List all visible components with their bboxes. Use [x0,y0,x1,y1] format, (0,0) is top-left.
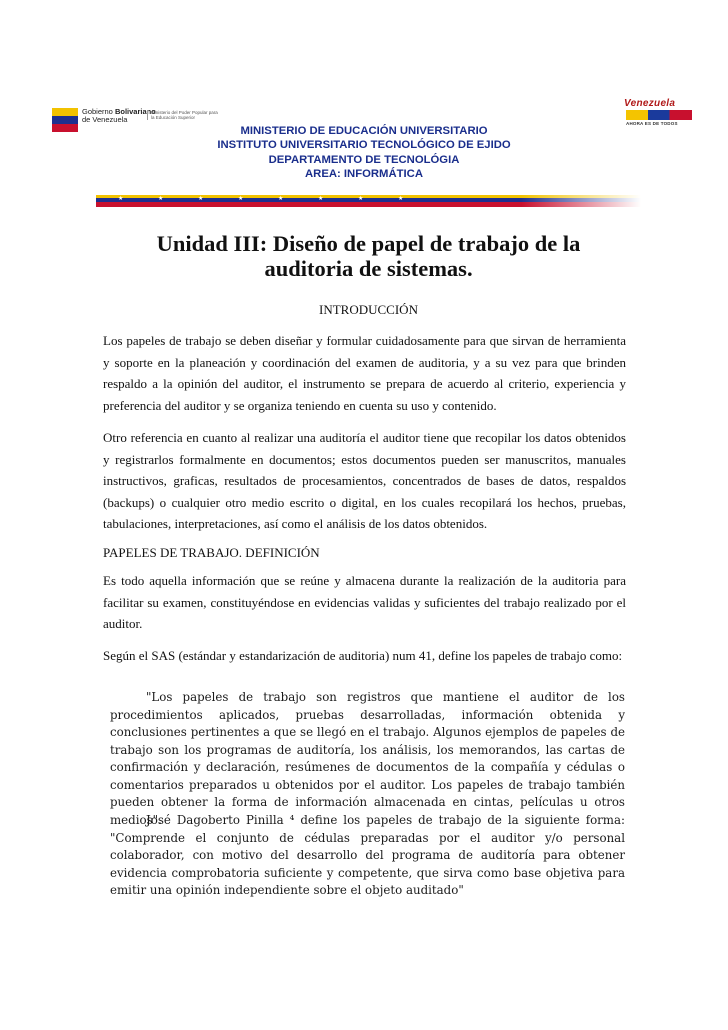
venezuela-logo-tagline: AHORA ES DE TODOS [626,121,678,126]
section-heading-definition: PAPELES DE TRABAJO. DEFINICIÓN [103,545,320,560]
tricolor-divider: ★ ★ ★ ★ ★ ★ ★ ★ [96,195,641,209]
title-line-1: Unidad III: Diseño de papel de trabajo de la [156,231,581,256]
paragraph-sas: Según el SAS (estándar y estandarización de auditoria) num 41, define los papeles de trabajo como: [103,648,623,663]
document-title [96,231,641,281]
government-logo-text: Gobierno Bolivariano de Venezuela [82,107,156,124]
institution-header [0,124,728,181]
header-line-ministry: MINISTERIO DE EDUCACIÓN UNIVERSITARIO [240,125,488,137]
header-line-department: DEPARTAMENTO DE TECNOLÓGIA [268,153,460,166]
title-line-2: auditoria de sistemas. [264,256,473,281]
venezuela-logo-title: Venezuela [624,98,676,109]
header-line-area: AREA: INFORMÁTICA [305,167,423,180]
quote-sas: "Los papeles de trabajo son registros que mantiene el auditor de los procedimientos aplicados, pruebas desarrolladas, información obtenida y conclusiones pertinentes a que se llegó en el trabajo. Algunos ejemplos de papeles de trabajo son los programas de auditoría, los análisis, los memorandos, las cartas de confirmación y declaración, resúmenes de documentos de la compañía y cédulas o comentarios preparados u obtenidos por el auditor. Los papeles de trabajo también pueden obtener la forma de información almacenada en cintas, películas u otros medios". [110,690,625,827]
introduction-heading: INTRODUCCIÓN [319,302,418,317]
quote-pinilla: José Dagoberto Pinilla ⁴ define los papeles de trabajo de la siguiente forma: "Comprende el conjunto de cédulas preparadas por el auditor y/o personal colaborador, con motivo del desarrollo del programa de auditoría para obtener evidencia comprobatoria suficiente y competente, que sirva como base objetiva para emitir una opinión independiente sobre el objeto auditado" [110,813,625,897]
paragraph-reference: Otro referencia en cuanto al realizar una auditoría el auditor tiene que recopilar los datos obtenidos y registrarlos formalmente en documentos; estos documentos pueden ser manuscritos, manuales instructivos, graficas, resultados de procesamientos, concentrados de bases de datos, respaldos (backups) o cualquier otro medio escrito o digital, en los cuales recopilará los hechos, pruebas, tabulaciones, interpretaciones, así como el análisis de los datos obtenidos. [103,430,626,532]
paragraph-definition: Es todo aquella información que se reúne y almacena durante la realización de la auditoria para facilitar su examen, constituyéndose en evidencias validas y suficientes del trabajo realizado por el auditor. [103,573,626,632]
header-line-institute: INSTITUTO UNIVERSITARIO TECNOLÓGICO DE EJIDO [217,139,511,152]
flag-bar-icon [626,110,692,120]
paragraph-intro: Los papeles de trabajo se deben diseñar y formular cuidadosamente para que sirvan de herramienta y soporte en la planeación y coordinación del examen de auditoria, y a su vez para que brinden respaldo a la opinión del auditor, el instrumento se prepara de acuerdo al criterio, experiencia y preferencia del auditor y se organiza teniendo en cuenta su uso y contenido. [103,333,626,413]
ministry-logo-text: Ministerio del Poder Popular para la Educación Superior [147,110,221,120]
